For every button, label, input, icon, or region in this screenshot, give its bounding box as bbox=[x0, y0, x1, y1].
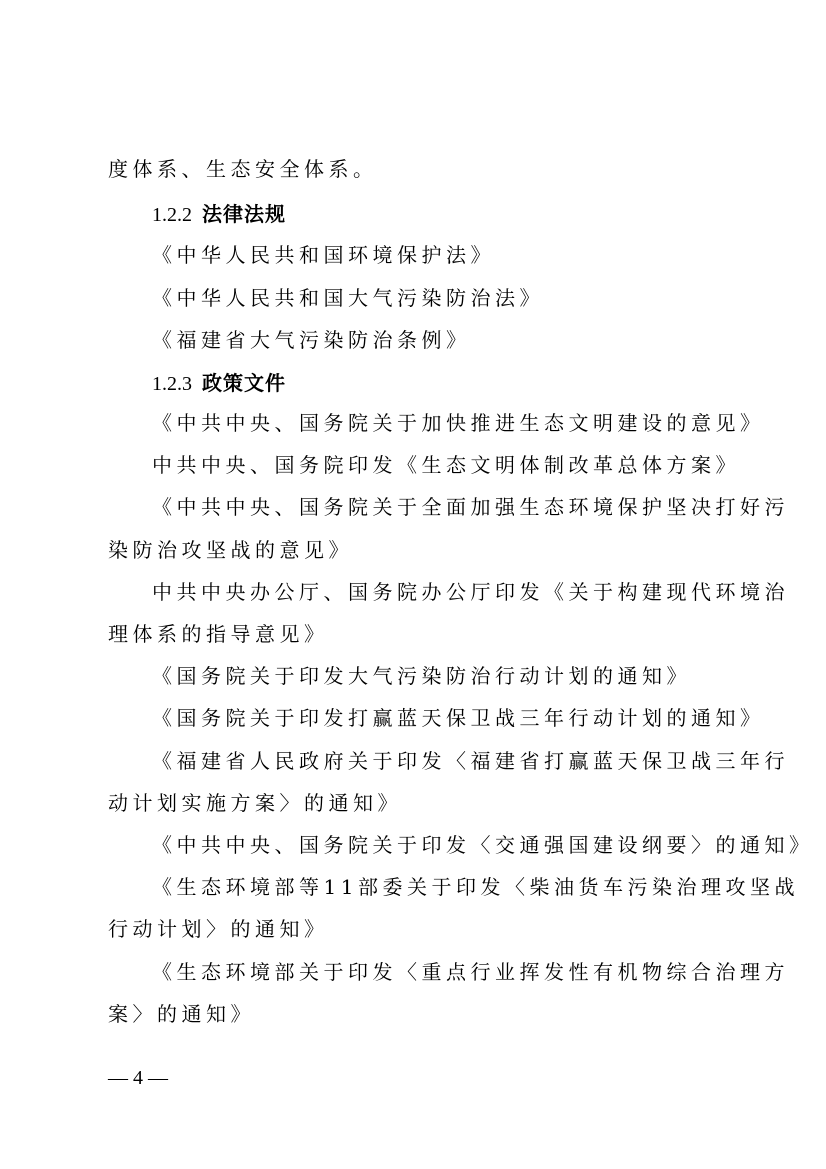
citation-line: 《国务院关于印发打赢蓝天保卫战三年行动计划的通知》 bbox=[152, 706, 765, 730]
citation-line: 《中华人民共和国大气污染防治法》 bbox=[152, 286, 544, 310]
citation-line: 《中共中央、国务院关于加快推进生态文明建设的意见》 bbox=[152, 411, 765, 435]
citation-line: 案〉的通知》 bbox=[108, 1002, 255, 1026]
section-heading-1-2-3 bbox=[152, 371, 286, 396]
citation-line: 中共中央、国务院印发《生态文明体制改革总体方案》 bbox=[152, 453, 740, 477]
citation-line: 《中共中央、国务院关于全面加强生态环境保护坚决打好污 bbox=[152, 495, 789, 519]
section-heading-1-2-2 bbox=[152, 202, 286, 227]
citation-line: 《生态环境部关于印发〈重点行业挥发性有机物综合治理方 bbox=[152, 960, 789, 984]
citation-line: 染防治攻坚战的意见》 bbox=[108, 538, 353, 562]
citation-line: 《国务院关于印发大气污染防治行动计划的通知》 bbox=[152, 664, 691, 688]
citation-line: 理体系的指导意见》 bbox=[108, 622, 329, 646]
section-title: 政策文件 bbox=[202, 371, 286, 395]
citation-line: 《中华人民共和国环境保护法》 bbox=[152, 243, 495, 267]
citation-line: 动计划实施方案〉的通知》 bbox=[108, 791, 402, 815]
citation-line: 《福建省人民政府关于印发〈福建省打赢蓝天保卫战三年行 bbox=[152, 749, 789, 773]
section-number: 1.2.3 bbox=[152, 373, 192, 395]
paragraph-line: 度体系、生态安全体系。 bbox=[108, 157, 378, 181]
citation-line: 《中共中央、国务院关于印发〈交通强国建设纲要〉的通知》 bbox=[152, 833, 814, 857]
citation-line: 《福建省大气污染防治条例》 bbox=[152, 328, 471, 352]
citation-line: 行动计划〉的通知》 bbox=[108, 917, 329, 941]
citation-line: 《生态环境部等11部委关于印发〈柴油货车污染治理攻坚战 bbox=[152, 875, 799, 899]
page-number: — 4 — bbox=[108, 1067, 168, 1089]
citation-line: 中共中央办公厅、国务院办公厅印发《关于构建现代环境治 bbox=[152, 580, 789, 604]
section-number: 1.2.2 bbox=[152, 204, 192, 226]
section-title: 法律法规 bbox=[202, 202, 286, 226]
